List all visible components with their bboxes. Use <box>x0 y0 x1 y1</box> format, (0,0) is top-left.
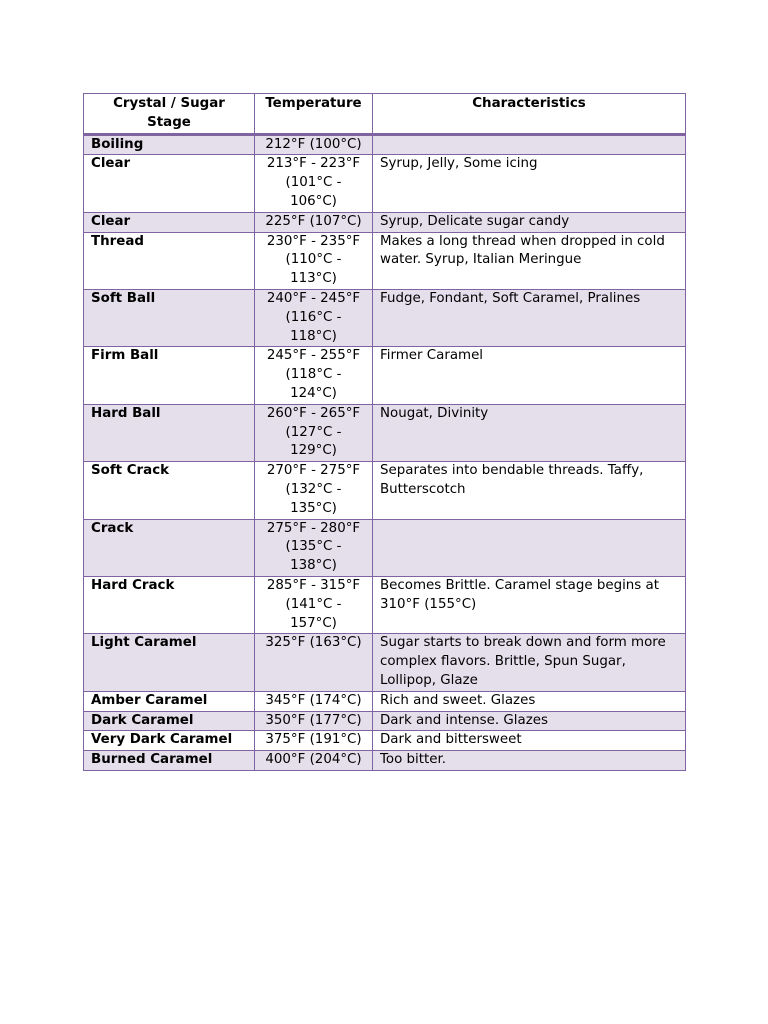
temperature-cell: 400°F (204°C) <box>255 751 373 771</box>
temperature-cell: 375°F (191°C) <box>255 731 373 751</box>
stage-cell: Firm Ball <box>84 347 255 404</box>
table-row <box>84 212 686 232</box>
sugar-stage-table <box>83 93 686 771</box>
stage-cell: Dark Caramel <box>84 711 255 731</box>
characteristics-cell: Syrup, Jelly, Some icing <box>373 155 686 212</box>
temperature-cell: 350°F (177°C) <box>255 711 373 731</box>
stage-cell: Thread <box>84 232 255 289</box>
characteristics-cell: Becomes Brittle. Caramel stage begins at 310°F (155°C) <box>373 576 686 633</box>
header-temperature: Temperature <box>255 94 373 135</box>
stage-cell: Boiling <box>84 134 255 155</box>
table-row <box>84 731 686 751</box>
temperature-cell: 270°F - 275°F (132°C - 135°C) <box>255 462 373 519</box>
temperature-cell: 275°F - 280°F (135°C - 138°C) <box>255 519 373 576</box>
table-row <box>84 134 686 155</box>
stage-cell: Burned Caramel <box>84 751 255 771</box>
characteristics-cell: Rich and sweet. Glazes <box>373 691 686 711</box>
table-row <box>84 751 686 771</box>
table-row <box>84 634 686 691</box>
characteristics-cell: Separates into bendable threads. Taffy, Butterscotch <box>373 462 686 519</box>
temperature-cell: 325°F (163°C) <box>255 634 373 691</box>
temperature-cell: 285°F - 315°F (141°C - 157°C) <box>255 576 373 633</box>
temperature-cell: 213°F - 223°F (101°C - 106°C) <box>255 155 373 212</box>
stage-cell: Light Caramel <box>84 634 255 691</box>
stage-cell: Very Dark Caramel <box>84 731 255 751</box>
characteristics-cell: Syrup, Delicate sugar candy <box>373 212 686 232</box>
table-row <box>84 462 686 519</box>
stage-cell: Amber Caramel <box>84 691 255 711</box>
temperature-cell: 240°F - 245°F (116°C - 118°C) <box>255 289 373 346</box>
stage-cell: Hard Ball <box>84 404 255 461</box>
header-characteristics: Characteristics <box>373 94 686 135</box>
stage-cell: Soft Ball <box>84 289 255 346</box>
temperature-cell: 212°F (100°C) <box>255 134 373 155</box>
characteristics-cell: Makes a long thread when dropped in cold water. Syrup, Italian Meringue <box>373 232 686 289</box>
table-row <box>84 691 686 711</box>
temperature-cell: 245°F - 255°F (118°C - 124°C) <box>255 347 373 404</box>
characteristics-cell: Dark and intense. Glazes <box>373 711 686 731</box>
characteristics-cell: Nougat, Divinity <box>373 404 686 461</box>
stage-cell: Hard Crack <box>84 576 255 633</box>
characteristics-cell: Dark and bittersweet <box>373 731 686 751</box>
stage-cell: Clear <box>84 212 255 232</box>
table-row <box>84 155 686 212</box>
table-row <box>84 711 686 731</box>
characteristics-cell <box>373 134 686 155</box>
characteristics-cell: Fudge, Fondant, Soft Caramel, Pralines <box>373 289 686 346</box>
stage-cell: Crack <box>84 519 255 576</box>
table-row <box>84 576 686 633</box>
stage-cell: Soft Crack <box>84 462 255 519</box>
table-row <box>84 519 686 576</box>
stage-cell: Clear <box>84 155 255 212</box>
table-row <box>84 289 686 346</box>
characteristics-cell: Firmer Caramel <box>373 347 686 404</box>
temperature-cell: 345°F (174°C) <box>255 691 373 711</box>
header-row <box>84 94 686 135</box>
table-row <box>84 347 686 404</box>
characteristics-cell: Too bitter. <box>373 751 686 771</box>
temperature-cell: 260°F - 265°F (127°C - 129°C) <box>255 404 373 461</box>
header-stage: Crystal / Sugar Stage <box>84 94 255 135</box>
characteristics-cell: Sugar starts to break down and form more complex flavors. Brittle, Spun Sugar, Lollipop, Glaze <box>373 634 686 691</box>
table-row <box>84 404 686 461</box>
temperature-cell: 230°F - 235°F (110°C - 113°C) <box>255 232 373 289</box>
characteristics-cell <box>373 519 686 576</box>
table-row <box>84 232 686 289</box>
temperature-cell: 225°F (107°C) <box>255 212 373 232</box>
